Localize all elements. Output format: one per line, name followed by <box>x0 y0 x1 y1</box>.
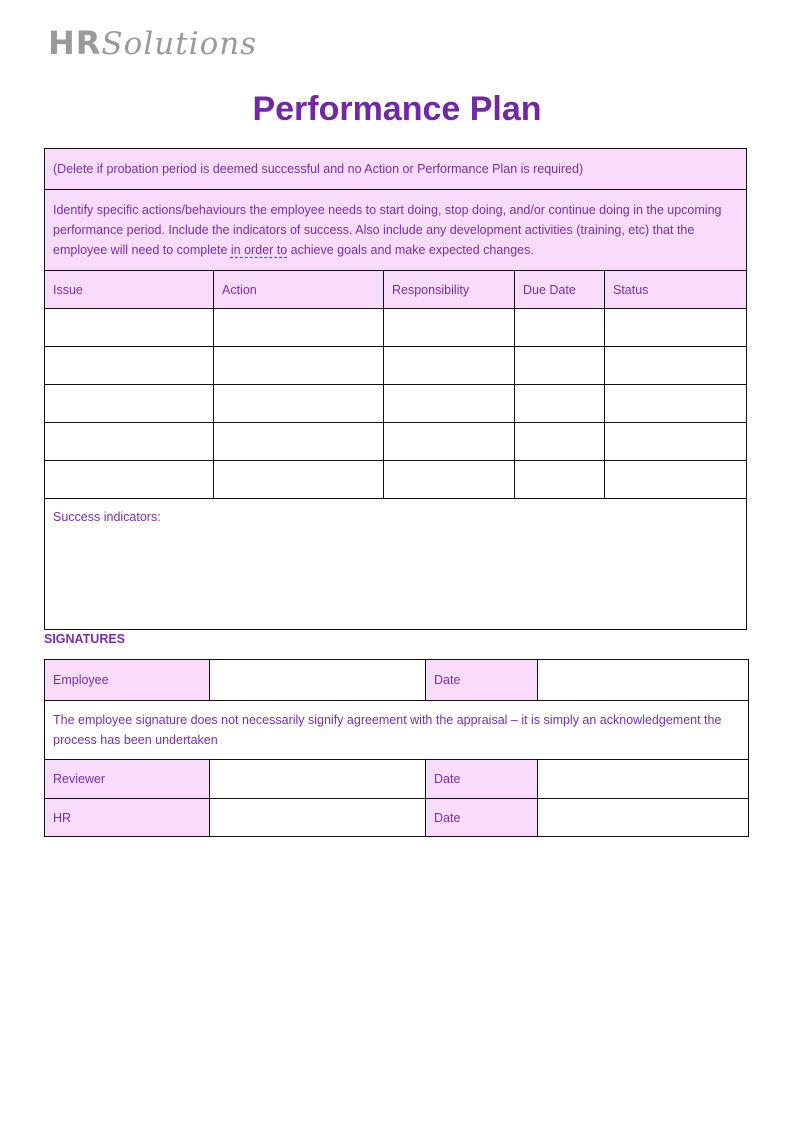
logo-solutions-text: Solutions <box>101 26 258 62</box>
success-indicators-label: Success indicators: <box>53 510 161 524</box>
page-title: Performance Plan <box>252 90 542 128</box>
action-cell[interactable] <box>214 309 384 347</box>
action-cell[interactable] <box>214 347 384 385</box>
plan-intro-note: (Delete if probation period is deemed successful and no Action or Performance Plan is required) <box>45 149 747 190</box>
column-header-status: Status <box>605 271 747 309</box>
due-date-cell[interactable] <box>515 385 605 423</box>
due-date-cell[interactable] <box>515 309 605 347</box>
plan-description <box>45 190 747 271</box>
column-header-due-date: Due Date <box>515 271 605 309</box>
hr-label: HR <box>45 799 210 837</box>
table-row <box>45 309 747 347</box>
responsibility-cell[interactable] <box>384 385 515 423</box>
responsibility-cell[interactable] <box>384 461 515 499</box>
reviewer-date-field[interactable] <box>538 760 749 799</box>
due-date-cell[interactable] <box>515 423 605 461</box>
table-row <box>45 385 747 423</box>
column-header-responsibility: Responsibility <box>384 271 515 309</box>
issue-cell[interactable] <box>45 385 214 423</box>
employee-date-field[interactable] <box>538 660 749 701</box>
performance-plan-table <box>44 148 747 630</box>
employee-label: Employee <box>45 660 210 701</box>
status-cell[interactable] <box>605 461 747 499</box>
table-row <box>45 423 747 461</box>
action-cell[interactable] <box>214 385 384 423</box>
employee-date-label: Date <box>426 660 538 701</box>
hr-date-label: Date <box>426 799 538 837</box>
due-date-cell[interactable] <box>515 461 605 499</box>
success-indicators-field[interactable] <box>45 499 747 630</box>
issue-cell[interactable] <box>45 309 214 347</box>
table-row <box>45 347 747 385</box>
status-cell[interactable] <box>605 385 747 423</box>
action-cell[interactable] <box>214 423 384 461</box>
responsibility-cell[interactable] <box>384 423 515 461</box>
signatures-heading: SIGNATURES <box>44 632 126 646</box>
status-cell[interactable] <box>605 309 747 347</box>
action-cell[interactable] <box>214 461 384 499</box>
issue-cell[interactable] <box>45 423 214 461</box>
reviewer-signature-field[interactable] <box>210 760 426 799</box>
reviewer-label: Reviewer <box>45 760 210 799</box>
due-date-cell[interactable] <box>515 347 605 385</box>
issue-cell[interactable] <box>45 347 214 385</box>
employee-signature-field[interactable] <box>210 660 426 701</box>
hr-date-field[interactable] <box>538 799 749 837</box>
plan-description-part1: Identify specific actions/behaviours the employee needs to start doing, stop doing, and/or continue doing in the upcoming performance period. Include the indicators of success. Also include any development activities (training, etc) that the employee will need to complete <box>53 203 722 257</box>
plan-description-underlined: in order to <box>230 243 288 257</box>
status-cell[interactable] <box>605 423 747 461</box>
column-header-action: Action <box>214 271 384 309</box>
responsibility-cell[interactable] <box>384 309 515 347</box>
logo-hr-text: HR <box>48 24 102 62</box>
table-row <box>45 461 747 499</box>
plan-header-row <box>45 271 747 309</box>
issue-cell[interactable] <box>45 461 214 499</box>
hr-signature-field[interactable] <box>210 799 426 837</box>
column-header-issue: Issue <box>45 271 214 309</box>
status-cell[interactable] <box>605 347 747 385</box>
plan-description-part2: achieve goals and make expected changes. <box>287 243 534 257</box>
hr-solutions-logo <box>48 24 257 64</box>
signatures-table <box>44 659 749 837</box>
reviewer-date-label: Date <box>426 760 538 799</box>
signature-disclaimer: The employee signature does not necessarily signify agreement with the appraisal – it is simply an acknowledgement the process has been undertaken <box>45 701 749 760</box>
responsibility-cell[interactable] <box>384 347 515 385</box>
